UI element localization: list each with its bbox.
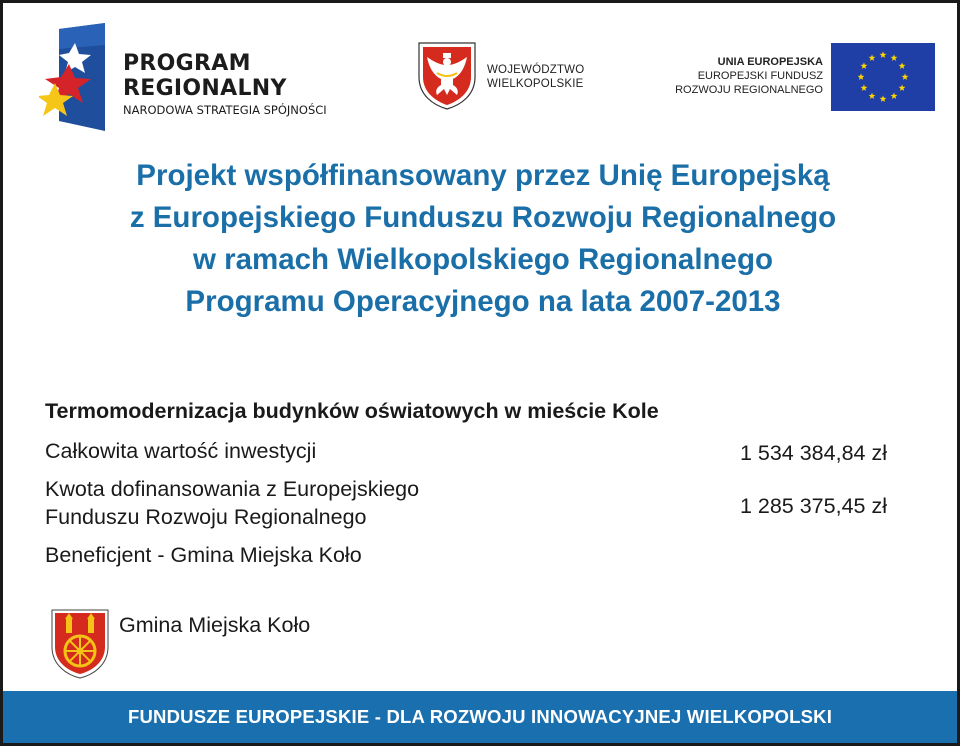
total-value-label: Całkowita wartość inwestycji [45, 439, 317, 463]
wojewodztwo-label: WOJEWÓDZTWO [487, 64, 585, 76]
unia-europejska-logo [633, 43, 935, 113]
strategy-subtitle: NARODOWA STRATEGIA SPÓJNOŚCI [123, 103, 327, 117]
wojewodztwo-logo [417, 41, 617, 115]
headline-line-3: w ramach Wielkopolskiego Regionalnego [192, 243, 774, 276]
headline-line-1: Projekt współfinansowany przez Unię Europejską [136, 159, 830, 192]
wielkopolskie-label: WIELKOPOLSKIE [487, 78, 584, 90]
headline-line-2: z Europejskiego Funduszu Rozwoju Regionalnego [129, 201, 837, 234]
program-regionalny-logo [39, 23, 369, 131]
eu-flag-icon [831, 43, 935, 111]
program-regionalny-mark-icon [39, 23, 109, 131]
regionalny-title: REGIONALNY [123, 76, 287, 101]
headline [43, 155, 923, 323]
fund-label-line1: EUROPEJSKI FUNDUSZ [697, 70, 823, 82]
beneficiary-label: Beneficjent - Gmina Miejska Koło [45, 543, 362, 567]
gmina-name: Gmina Miejska Koło [119, 613, 311, 637]
headline-line-4: Programu Operacyjnego na lata 2007-2013 [185, 285, 781, 318]
fund-label-line2: ROZWOJU REGIONALNEGO [675, 84, 823, 96]
footer-slogan: FUNDUSZE EUROPEJSKIE - DLA ROZWOJU INNOWACYJNEJ WIELKOPOLSKI [127, 706, 833, 727]
program-title: PROGRAM [123, 51, 251, 76]
cofinance-label-line-2: Funduszu Rozwoju Regionalnego [45, 505, 367, 529]
total-value-amount: 1 534 384,84 zł [739, 441, 887, 465]
project-title: Termomodernizacja budynków oświatowych w mieście Kole [45, 399, 659, 423]
eagle-shield-icon [417, 41, 477, 111]
cofinance-label-line-1: Kwota dofinansowania z Europejskiego [45, 477, 420, 501]
unia-europejska-label: UNIA EUROPEJSKA [717, 56, 823, 68]
kolo-crest-icon [51, 609, 109, 679]
cofinance-amount: 1 285 375,45 zł [739, 494, 887, 518]
cofinance-label [45, 475, 419, 531]
footer-band [3, 691, 957, 743]
